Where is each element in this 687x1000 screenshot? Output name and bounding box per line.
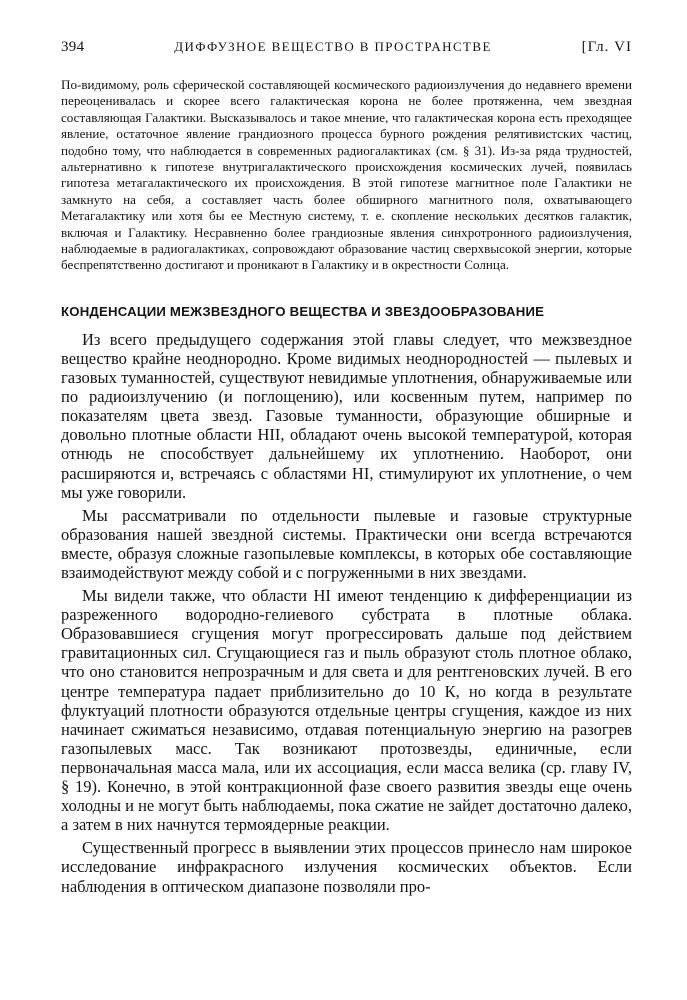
paragraph-2: Мы рассматривали по отдельности пылевые и газовые структурные образования нашей звездной системы. Практически они всегда встречаются вместе, образуя сложные газопылевые комплексы, в которых обе составляющие взаимодействуют между собой и с погруженными в них звездами. — [61, 505, 632, 582]
paragraph-3: Мы видели также, что области HI имеют тенденцию к дифференциации из разреженного водородно-гелиевого субстрата в плотные облака. Образовавшиеся сгущения могут прогрессировать дальше под действием гравитационных сил. Сгущающиеся газ и пыль образуют столь плотное облако, что оно становится непрозрачным и для света и для рентгеновских лучей. В его центре температура падает приблизительно до 10 К, но когда в результате флуктуаций плотности образуются отдельные центры сгущения, каждое из них начинает сжиматься независимо, отдавая потенциальную энергию на разогрев газопылевых масс. Так возникают протозвезды, единичные, если первоначальная масса мала, или их ассоциация, если масса велика (ср. главу IV, § 19). Конечно, в этой контракционной фазе своего развития звезды еще очень холодны и не могут быть наблюдаемы, пока сжатие не зайдет достаточно далеко, а затем в них начнутся термоядерные реакции. — [61, 586, 632, 835]
running-head — [61, 38, 632, 56]
chapter-marker: [Гл. VI — [581, 39, 632, 55]
small-print-paragraph: По-видимому, роль сферической составляющей космического радиоизлучения до недавнего времени переоценивалась и скорее всего галактическая корона не более протяженна, чем звездная составляющая Галактики. Высказывалось и такое мнение, что галактическая корона есть преходящее явление, остаточное явление грандиозного процесса бурного рождения релятивистских частиц, подобно тому, что наблюдается в современных радиогалактиках (см. § 31). Из-за ряда трудностей, альтернативно к гипотезе внутригалактического происхождения космических лучей, появилась гипотеза метагалактического их происхождения. В этой гипотезе магнитное поле Галактики не замкнуто на себя, а составляет часть более обширного магнитного поля, охватывающего Метагалактику или хотя бы ее Местную систему, т. е. скопление нескольких десятков галактик, включая и Галактику. Несравненно более грандиозные явления синхротронного радиоизлучения, наблюдаемые в радиогалактиках, сопровождают образование частиц сверхвысокой энергии, которые беспрепятственно достигают и проникают в Галактику и в окрестности Солнца. — [61, 77, 632, 273]
book-page — [61, 38, 632, 900]
section-heading: КОНДЕНСАЦИИ МЕЖЗВЕЗДНОГО ВЕЩЕСТВА И ЗВЕЗДООБРАЗОВАНИЕ — [61, 303, 545, 319]
small-print-block — [61, 77, 632, 274]
main-text-block — [61, 330, 632, 896]
page-number: 394 — [61, 39, 85, 55]
running-title: ДИФФУЗНОЕ ВЕЩЕСТВО В ПРОСТРАНСТВЕ — [174, 39, 492, 54]
paragraph-4: Существенный прогресс в выявлении этих процессов принесло нам широкое исследование инфракрасного излучения космических объектов. Если наблюдения в оптическом диапазоне позволяли про- — [61, 838, 632, 896]
paragraph-1: Из всего предыдущего содержания этой главы следует, что межзвездное вещество крайне неоднородно. Кроме видимых неоднородностей — пылевых и газовых туманностей, существуют невидимые уплотнения, обнаруживаемые или по радиоизлучению (и поглощению), или косвенным путем, например по показателям цвета звезд. Газовые туманности, образующие обширные и довольно плотные области HII, обладают очень высокой температурой, которая отнюдь не способствует дальнейшему их уплотнению. Наоборот, они расширяются и, встречаясь с областями HI, стимулируют их уплотнение, о чем мы уже говорили. — [61, 329, 632, 502]
